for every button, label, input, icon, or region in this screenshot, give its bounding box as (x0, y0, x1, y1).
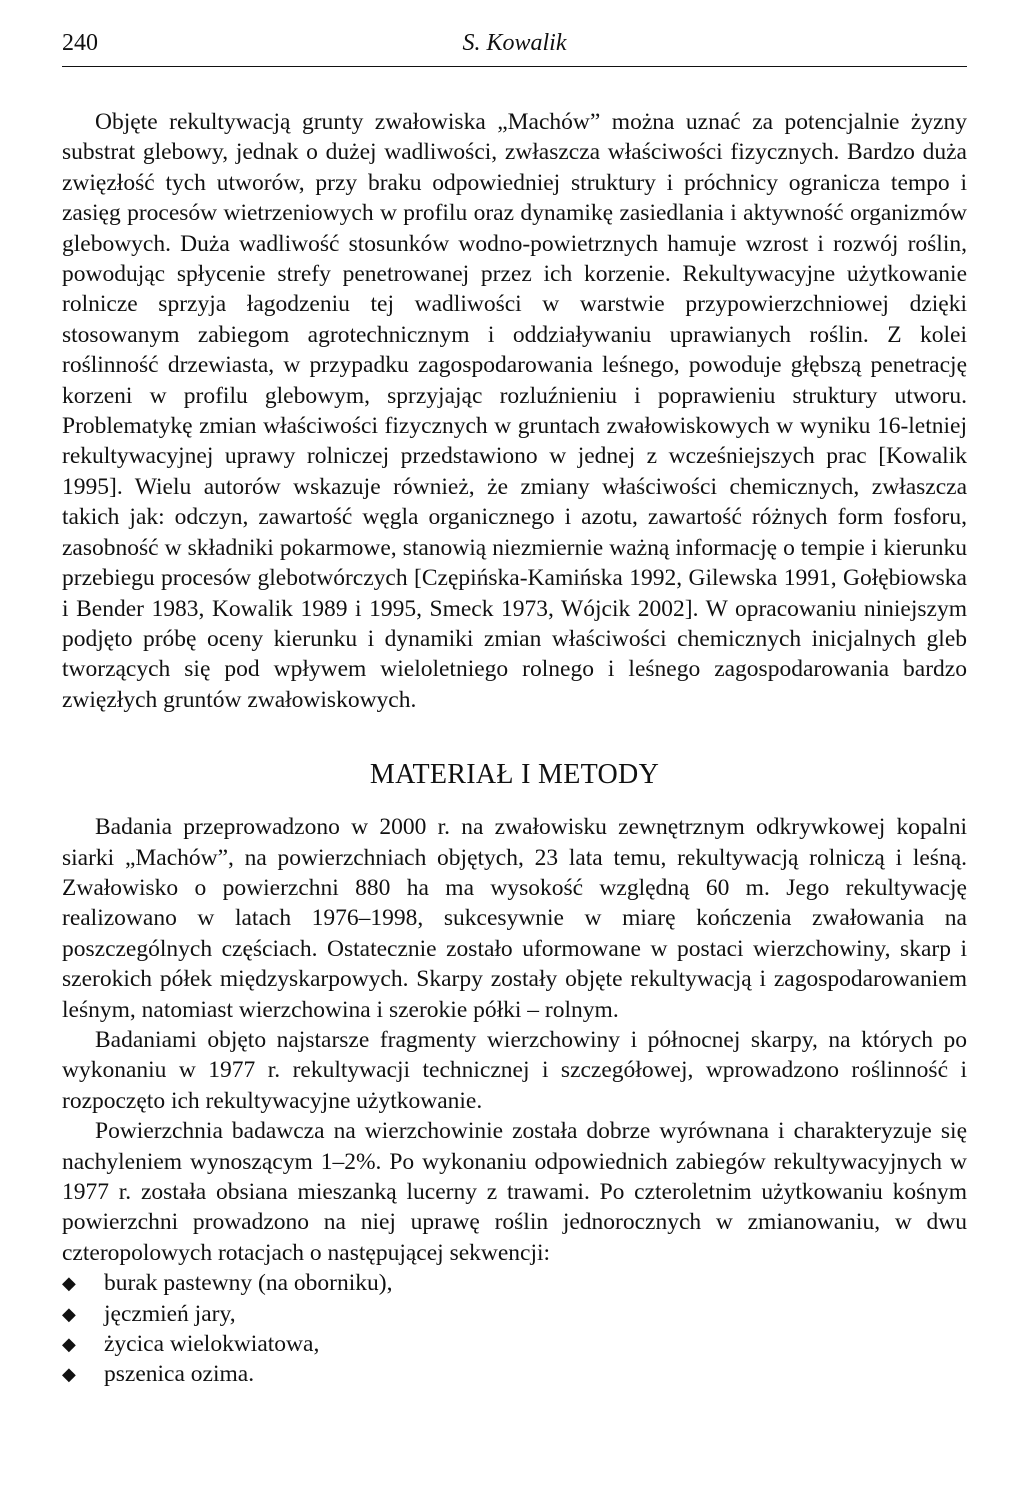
methods-paragraph-1: Badania przeprowadzono w 2000 r. na zwałowisku zewnętrznym odkrywkowej kopalni siarki „Machów”, na powierzchniach objętych, 23 lata temu, rekultywacją rolniczą i leśną. Zwałowisko o powierzchni 880 ha ma wysokość względną 60 m. Jego rekultywację realizowano w latach 1976–1998, sukcesywnie w miarę kończenia zwałowania na poszczególnych częściach. Ostatecznie zostało uformowane w postaci wierzchowiny, skarp i szerokich półek międzyskarpowych. Skarpy zostały objęte rekultywacją i zagospodarowaniem leśnym, natomiast wierzchowina i szerokie półki – rolnym. (62, 814, 967, 1023)
running-header (62, 30, 967, 67)
methods-paragraph-3: Powierzchnia badawcza na wierzchowinie została dobrze wyrównana i charakteryzuje się nachyleniem wynoszącym 1–2%. Po wykonaniu odpowiednich zabiegów rekultywacyjnych w 1977 r. została obsiana mieszanką lucerny z trawami. Po czteroletnim użytkowaniu kośnym powierzchni prowadzono na niej uprawę roślin jednorocznych w zmianowaniu, w dwu czteropolowych rotacjach o następującej sekwencji: (62, 1118, 967, 1266)
page-number: 240 (62, 30, 98, 56)
list-item-text: życica wielokwiatowa, (104, 1331, 320, 1358)
methods-paragraph-2: Badaniami objęto najstarsze fragmenty wierzchowiny i północnej skarpy, na których po wykonaniu w 1977 r. rekultywacji technicznej i szczegółowej, wprowadzono roślinność i rozpoczęto ich rekultywacyjne użytkowanie. (62, 1026, 967, 1114)
crop-rotation-list (62, 1268, 967, 1390)
diamond-bullet-icon: ◆ (62, 1334, 76, 1356)
diamond-bullet-icon: ◆ (62, 1273, 76, 1295)
list-item (62, 1359, 967, 1389)
intro-paragraph: Objęte rekultywacją grunty zwałowiska „Machów” można uznać za potencjalnie żyzny substrat glebowy, jednak o dużej wadliwości, zwłaszcza właściwości fizycznych. Bardzo duża zwięzłość tych utworów, przy braku odpowiedniej struktury i próchnicy ogranicza tempo i zasięg procesów wietrzeniowych w profilu oraz dynamikę zasiedlania i aktywność organizmów glebowych. Duża wadliwość stosunków wodno-powietrznych hamuje wzrost i rozwój roślin, powodując spłycenie strefy penetrowanej przez ich korzenie. Rekultywacyjne użytkowanie rolnicze sprzyja łagodzeniu tej wadliwości w warstwie przypowierzchniowej dzięki stosowanym zabiegom agrotechnicznym i oddziaływaniu uprawianych roślin. Z kolei roślinność drzewiasta, w przypadku zagospodarowania leśnego, powoduje głębszą penetrację korzeni w profilu glebowym, sprzyjając rozluźnieniu i poprawieniu struktury utworu. Problematykę zmian właściwości fizycznych w gruntach zwałowiskowych w wyniku 16-letniej rekultywacyjnej uprawy rolniczej przedstawiono w jednej z wcześniejszych prac [Kowalik 1995]. Wielu autorów wskazuje również, że zmiany właściwości chemicznych, zwłaszcza takich jak: odczyn, zawartość węgla organicznego i azotu, zawartość różnych form fosforu, zasobność w składniki pokarmowe, stanowią niezmiernie ważną informację o tempie i kierunku przebiegu procesów glebotwórczych [Czępińska-Kamińska 1992, Gilewska 1991, Gołębiowska i Bender 1983, Kowalik 1989 i 1995, Smeck 1973, Wójcik 2002]. W opracowaniu niniejszym podjęto próbę oceny kierunku i dynamiki zmian właściwości chemicznych inicjalnych gleb tworzących się pod wpływem wieloletniego rolnego i leśnego zagospodarowania bardzo zwięzłych gruntów zwałowiskowych. (62, 109, 967, 713)
list-item (62, 1329, 967, 1359)
list-item-text: jęczmień jary, (104, 1300, 236, 1327)
document-page (62, 30, 967, 1390)
section-heading: MATERIAŁ I METODY (369, 759, 660, 791)
running-author: S. Kowalik (462, 30, 567, 56)
list-item (62, 1268, 967, 1298)
list-item-text: burak pastewny (na oborniku), (104, 1270, 393, 1297)
diamond-bullet-icon: ◆ (62, 1303, 76, 1325)
diamond-bullet-icon: ◆ (62, 1364, 76, 1386)
list-item-text: pszenica ozima. (104, 1361, 255, 1388)
body-text (62, 107, 967, 1390)
list-item (62, 1299, 967, 1329)
